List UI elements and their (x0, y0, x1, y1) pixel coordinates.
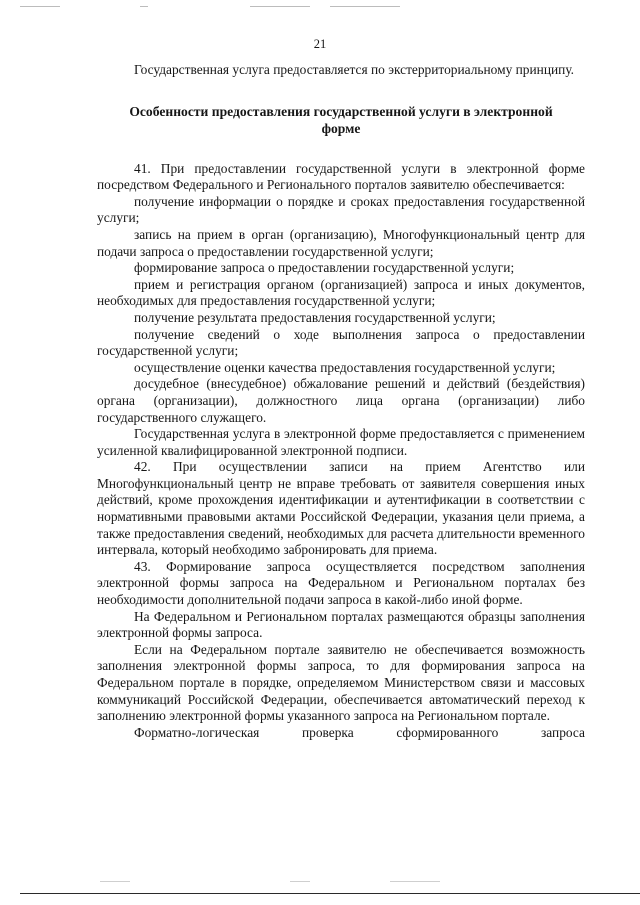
section-heading: Особенности предоставления государственной услуги в электронной форме (129, 103, 553, 136)
final-word: сформированного (396, 724, 499, 740)
bottom-rule (20, 893, 640, 894)
intro-paragraph: Государственная услуга предоставляется по экстерриториальному принципу. (134, 62, 575, 77)
final-line (97, 725, 585, 742)
list-item-quality: осуществление оценки качества предоставления государственной услуги; (134, 359, 556, 375)
paragraph-samples: На Федеральном и Региональном порталах размещаются образцы заполнения электронной формы запроса. (97, 608, 585, 641)
list-item-appointment: запись на прием в орган (организацию), Многофункциональный центр для подачи запроса о предоставлении государственной услуги; (97, 226, 585, 259)
final-word: Форматно-логическая (134, 724, 260, 740)
scan-artifact-top (20, 2, 440, 16)
list-item-registration: прием и регистрация органом (организацией) запроса и иных документов, необходимых для предоставления государственной услуги; (97, 276, 585, 309)
page-number: 21 (313, 37, 327, 51)
paragraph-43: 43. Формирование запроса осуществляется посредством заполнения электронной формы запроса на Федеральном и Региональном порталах без необходимости дополнительной подачи запроса в какой-либо иной форме. (97, 558, 585, 608)
document-body (97, 62, 585, 741)
list-item-appeal: досудебное (внесудебное) обжалование решений и действий (бездействия) органа (организации), должностного лица органа (организации) либо государственного служащего. (97, 376, 585, 425)
list-item-request-forming: формирование запроса о предоставлении государственной услуги; (134, 260, 515, 276)
list-item-result: получение результата предоставления государственной услуги; (134, 309, 496, 325)
final-word: проверка (301, 724, 354, 740)
paragraph-42: 42. При осуществлении записи на прием Агентство или Многофункциональный центр не вправе требовать от заявителя совершения иных действий, кроме прохождения идентификации и аутентификации в соответствии с нормативными правовыми актами Российской Федерации, указания цели приема, а также предоставления сведений, необходимых для расчета длительности временного интервала, который необходимо забронировать для приема. (97, 459, 585, 558)
paragraph-41: 41. При предоставлении государственной услуги в электронной форме посредством Федерального и Регионального порталов заявителю обеспечивается: (97, 160, 585, 193)
final-word: запроса (540, 724, 585, 740)
scan-artifact-bottom (100, 877, 520, 887)
paragraph-federal-portal: Если на Федеральном портале заявителю не обеспечивается возможность заполнения электронной формы запроса, то для формирования запроса на Федеральном портале в порядке, определяемом Министерством связи и массовых коммуникаций Российской Федерации, обеспечивается автоматический переход к заполнению электронной формы указанного запроса на Региональном портале. (97, 641, 585, 724)
list-item-info: получение информации о порядке и сроках предоставления государственной услуги; (97, 193, 585, 226)
list-item-progress: получение сведений о ходе выполнения запроса о предоставлении государственной услуги; (97, 326, 585, 359)
paragraph-signature: Государственная услуга в электронной форме предоставляется с применением усиленной квалифицированной электронной подписи. (97, 426, 585, 458)
